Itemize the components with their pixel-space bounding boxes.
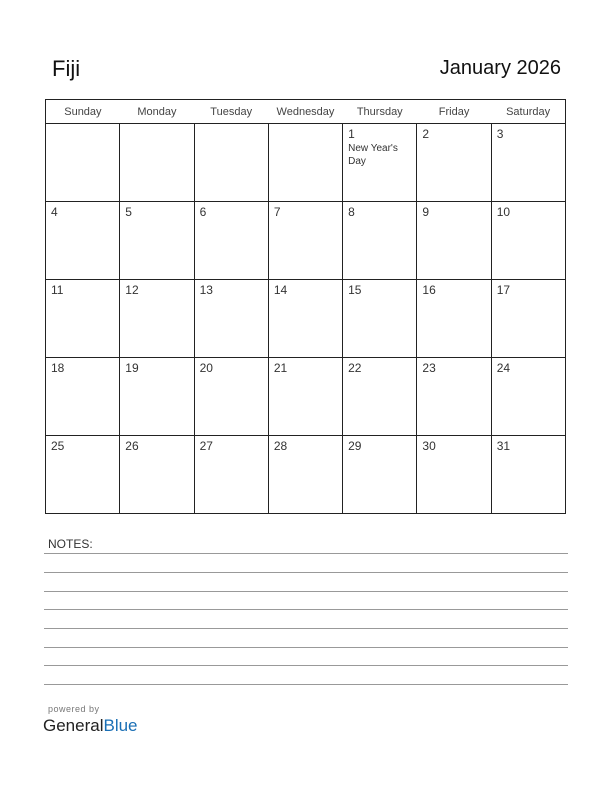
day-number: 17 xyxy=(496,283,511,297)
brand-blue: Blue xyxy=(103,716,138,735)
weekday-header-row xyxy=(46,100,566,124)
day-number: 1 xyxy=(348,127,355,141)
week-row xyxy=(46,358,566,436)
day-cell xyxy=(343,124,417,202)
day-cell xyxy=(194,280,268,358)
day-cell xyxy=(491,436,565,514)
day-cell xyxy=(491,202,565,280)
notes-line xyxy=(44,591,568,592)
day-cell xyxy=(120,202,194,280)
day-cell xyxy=(268,124,342,202)
day-cell xyxy=(120,358,194,436)
month-year-title: January 2026 xyxy=(439,57,561,79)
day-cell xyxy=(120,436,194,514)
day-number: 29 xyxy=(348,439,362,453)
day-number: 30 xyxy=(422,439,436,453)
day-number: 21 xyxy=(273,361,288,375)
brand-general: General xyxy=(43,716,104,735)
day-cell xyxy=(343,358,417,436)
day-number: 18 xyxy=(51,361,65,375)
notes-line xyxy=(44,609,568,610)
calendar-grid xyxy=(45,99,566,514)
notes-line xyxy=(44,628,568,629)
weekday-thursday: Thursday xyxy=(343,100,417,124)
day-number: 8 xyxy=(348,205,355,219)
notes-line xyxy=(44,572,568,573)
weekday-monday: Monday xyxy=(120,100,194,124)
weekday-saturday: Saturday xyxy=(491,100,565,124)
day-number: 19 xyxy=(125,361,139,375)
weekday-wednesday: Wednesday xyxy=(268,100,342,124)
day-cell xyxy=(46,280,120,358)
notes-line xyxy=(44,665,568,666)
weekday-sunday: Sunday xyxy=(46,100,120,124)
day-number: 11 xyxy=(51,283,64,297)
weekday-friday: Friday xyxy=(417,100,491,124)
day-cell xyxy=(417,124,491,202)
day-cell xyxy=(46,436,120,514)
week-row xyxy=(46,436,566,514)
day-cell xyxy=(194,436,268,514)
day-cell xyxy=(491,358,565,436)
day-cell xyxy=(194,358,268,436)
day-number: 23 xyxy=(422,361,436,375)
day-number: 12 xyxy=(125,283,139,297)
day-number: 2 xyxy=(422,127,430,141)
week-row xyxy=(46,280,566,358)
day-cell xyxy=(46,358,120,436)
notes-line xyxy=(44,553,568,554)
day-number: 5 xyxy=(125,205,132,219)
day-number: 16 xyxy=(422,283,436,297)
notes-line xyxy=(44,684,568,685)
day-cell xyxy=(268,280,342,358)
day-cell xyxy=(417,436,491,514)
day-number: 10 xyxy=(496,205,511,219)
day-cell xyxy=(194,124,268,202)
day-cell xyxy=(343,202,417,280)
day-cell xyxy=(268,436,342,514)
day-number: 24 xyxy=(496,361,511,375)
day-cell xyxy=(343,280,417,358)
week-row xyxy=(46,124,566,202)
day-number: 4 xyxy=(51,205,58,219)
day-number: 25 xyxy=(51,439,65,453)
day-cell xyxy=(491,280,565,358)
day-cell xyxy=(120,124,194,202)
holiday-label: New Year's Day xyxy=(348,143,398,167)
day-number: 6 xyxy=(199,205,207,219)
day-number: 26 xyxy=(125,439,139,453)
day-cell xyxy=(417,202,491,280)
day-cell xyxy=(46,124,120,202)
day-number: 15 xyxy=(348,283,362,297)
day-number: 31 xyxy=(496,439,511,453)
day-cell xyxy=(268,358,342,436)
day-cell xyxy=(46,202,120,280)
generalblue-logo xyxy=(43,716,138,736)
week-row xyxy=(46,202,566,280)
day-number: 20 xyxy=(199,361,213,375)
powered-by-text: powered by xyxy=(48,704,100,714)
day-cell xyxy=(268,202,342,280)
day-number: 27 xyxy=(199,439,213,453)
day-number: 13 xyxy=(199,283,213,297)
notes-line xyxy=(44,647,568,648)
day-number: 9 xyxy=(422,205,430,219)
day-cell xyxy=(417,358,491,436)
day-cell xyxy=(194,202,268,280)
day-cell xyxy=(491,124,565,202)
weekday-tuesday: Tuesday xyxy=(194,100,268,124)
day-number: 3 xyxy=(496,127,504,141)
day-number: 7 xyxy=(273,205,281,219)
day-number: 22 xyxy=(348,361,362,375)
day-cell xyxy=(417,280,491,358)
day-number: 14 xyxy=(273,283,288,297)
day-cell xyxy=(343,436,417,514)
day-number: 28 xyxy=(273,439,288,453)
notes-label: NOTES: xyxy=(48,537,93,551)
country-title: Fiji xyxy=(52,56,81,81)
day-cell xyxy=(120,280,194,358)
